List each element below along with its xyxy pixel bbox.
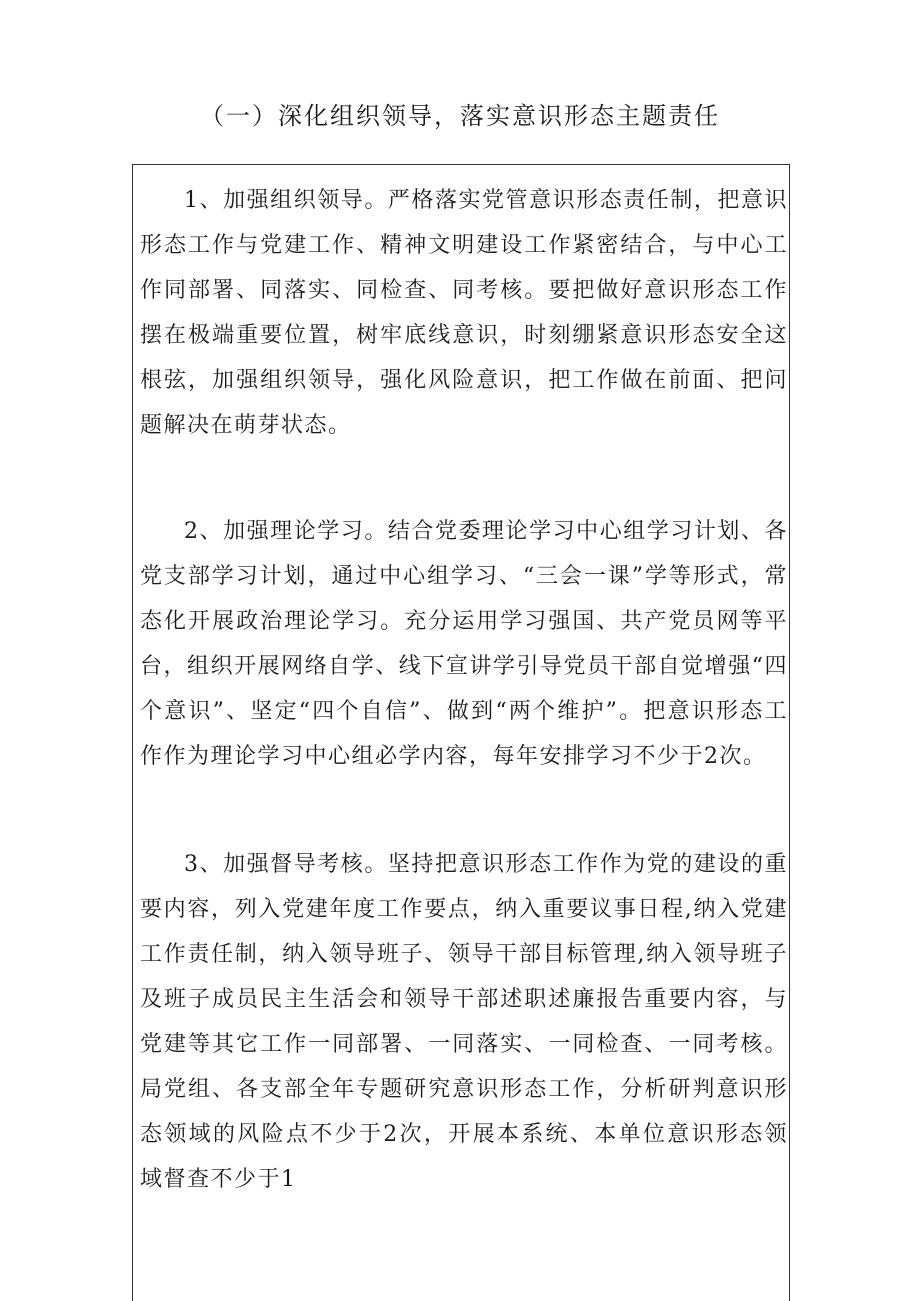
paragraph-text: 1、加强组织领导。严格落实党管意识形态责任制，把意识形态工作与党建工作、精神文明建设工作紧密结合，与中心工作同部署、同落实、同检查、同考核。要把做好意识形态工作摆在极端重要位置，树牢底线意识，时刻绷紧意识形态安全这根弦，加强组织领导，强化风险意识，把工作做在前面、把问题解决在萌芽状态。 — [140, 188, 788, 438]
paragraph-text: 2、加强理论学习。结合党委理论学习中心组学习计划、各党支部学习计划，通过中心组学习、“三会一课”学等形式，常态化开展政治理论学习。充分运用学习强国、共产党员网等平台，组织开展网络自学、线下宣讲学引导党员干部自觉增强“四个意识”、坚定“四个自信”、做到“两个维护”。把意识形态工作作为理论学习中心组必学内容，每年安排学习不少于2次。 — [140, 519, 788, 769]
section-heading: （一）深化组织领导，落实意识形态主题责任 — [200, 102, 720, 130]
paragraph-organization-leadership — [140, 178, 788, 448]
paragraph-supervision-assessment — [140, 842, 788, 1202]
paragraph-theory-study — [140, 509, 788, 779]
paragraph-text: 3、加强督导考核。坚持把意识形态工作作为党的建设的重要内容，列入党建年度工作要点，纳入重要议事日程,纳入党建工作责任制，纳入领导班子、领导干部目标管理,纳入领导班子及班子成员民主生活会和领导干部述职述廉报告重要内容，与党建等其它工作一同部署、一同落实、一同检查、一同考核。局党组、各支部全年专题研究意识形态工作，分析研判意识形态领域的风险点不少于2次，开展本系统、本单位意识形态领域督查不少于1 — [140, 852, 788, 1192]
